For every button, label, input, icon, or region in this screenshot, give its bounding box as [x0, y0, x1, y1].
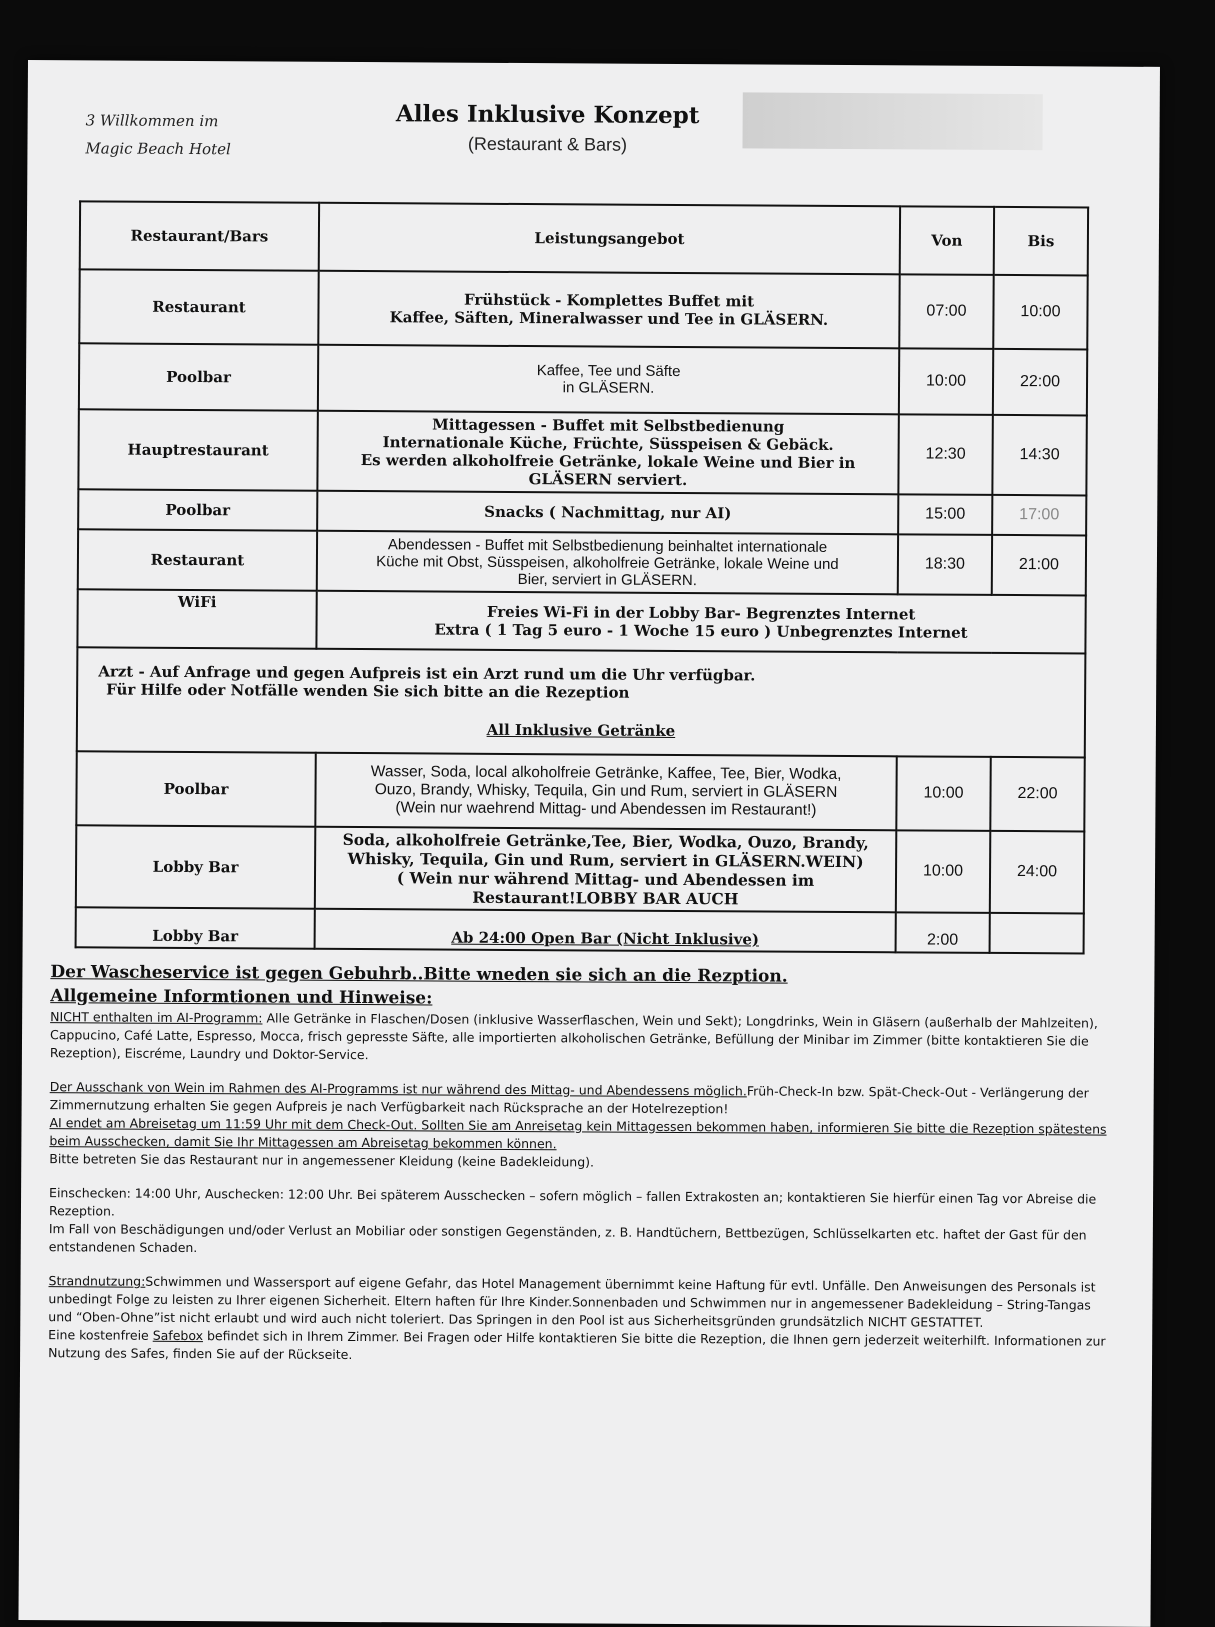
row-von: 12:30 — [898, 414, 992, 495]
offer-line: (Wein nur waehrend Mittag- und Abendessen im Restaurant!) — [395, 799, 817, 819]
arzt-row — [77, 647, 1086, 757]
notes-heading: Allgemeine Informtionen und Hinweise: — [50, 986, 433, 1009]
offer-line: GLÄSERN serviert. — [528, 470, 688, 490]
general-notes — [48, 960, 1110, 1368]
table-row — [76, 751, 1084, 831]
row-offer — [318, 345, 899, 415]
row-bis: 14:30 — [992, 415, 1086, 496]
wifi-label: WiFi — [77, 589, 316, 648]
damage-text: Im Fall von Beschädigungen und/oder Verlust an Mobiliar oder sonstigen Gegenständen, z. B. Handtüchern, Bettbezügen, Schlüsselkarten etc. haftet der Gast für den entstandenen Schaden. — [48, 1221, 1087, 1256]
offer-line: Snacks ( Nachmittag, nur AI) — [484, 502, 732, 523]
offer-line: in GLÄSERN. — [562, 379, 655, 397]
document-title: Alles Inklusive Konzept — [395, 100, 700, 130]
row-von: 2:00 — [896, 912, 990, 953]
header-von: Von — [900, 206, 994, 275]
safe-paragraph — [48, 1326, 1108, 1368]
offer-line: Ab 24:00 Open Bar (Nicht Inklusive) — [451, 928, 760, 949]
offer-line: Whisky, Tequila, Gin und Rum, serviert in GLÄSERN.WEIN) — [347, 848, 864, 872]
offer-line: Wasser, Soda, local alkoholfreie Getränke, Kaffee, Tee, Bier, Wodka, — [370, 763, 842, 783]
row-place: Poolbar — [78, 489, 317, 530]
wifi-offer — [316, 591, 1085, 654]
table-row — [79, 269, 1087, 349]
header-place: Restaurant/Bars — [80, 201, 319, 270]
drinks-heading: All Inklusive Getränke — [486, 720, 676, 740]
wifi-row — [77, 589, 1085, 653]
beach-label: Strandnutzung: — [48, 1273, 146, 1289]
offer-line: Kaffee, Säften, Mineralwasser und Tee in GLÄSERN. — [389, 308, 829, 329]
dress-code-text: Bitte betreten Sie das Restaurant nur in angemessener Kleidung (keine Badekleidung). — [49, 1151, 595, 1170]
row-place: Lobby Bar — [76, 825, 315, 908]
greeting-line-2: Magic Beach Hotel — [85, 139, 231, 159]
not-included-text: Alle Getränke in Flaschen/Dosen (inklusive Wasserflaschen, Wein und Sekt); Longdrinks, Wein in Gläsern (außerhalb der Mahlzeiten), Cappucino, Café Latte, Espresso, Mocca, frisch gepresste Säfte, alle importierten alkoholischen Getränke, Befüllung der Minibar im Zimmer (bitte kontaktieren Sie die Rezeption), Eiscréme, Laundry und Doktor-Service. — [49, 1010, 1098, 1063]
laundry-notice: Der Wascheservice ist gegen Gebuhrb..Bitte wneden sie sich an die Rezption. — [50, 962, 788, 987]
table-row — [76, 907, 1084, 953]
table-row — [79, 343, 1087, 415]
offer-line: Ouzo, Brandy, Whisky, Tequila, Gin und Rum, serviert in GLÄSERN — [374, 781, 838, 801]
row-place: Restaurant — [78, 529, 317, 590]
document-subtitle: (Restaurant & Bars) — [467, 133, 628, 155]
row-von: 10:00 — [896, 756, 990, 831]
table-row — [76, 825, 1084, 913]
row-von: 15:00 — [898, 494, 992, 535]
row-offer — [315, 909, 896, 953]
row-offer — [318, 271, 899, 349]
row-von: 07:00 — [899, 274, 993, 349]
row-bis: 24:00 — [990, 831, 1084, 914]
offer-line: Internationale Küche, Früchte, Süsspeisen & Gebäck. — [382, 433, 834, 454]
arzt-cell — [77, 647, 1086, 757]
offer-line: Bier, serviert in GLÄSERN. — [517, 570, 697, 589]
row-bis — [990, 913, 1084, 954]
row-bis: 22:00 — [993, 349, 1087, 416]
wine-text: Der Ausschank von Wein im Rahmen des AI-Programms ist nur während des Mittag- und Abendessens möglich. — [49, 1079, 747, 1099]
row-bis: 17:00 — [992, 495, 1086, 536]
document-title-block — [367, 100, 727, 156]
not-included-label: NICHT enthalten im AI-Programm: — [50, 1009, 263, 1026]
not-included-paragraph — [50, 1008, 1110, 1068]
document-page — [18, 60, 1160, 1627]
row-offer — [315, 827, 896, 913]
row-von: 10:00 — [899, 348, 993, 415]
offer-line: Mittagessen - Buffet mit Selbstbedienung — [432, 415, 785, 436]
table-row — [78, 409, 1086, 495]
row-von: 18:30 — [898, 534, 992, 595]
table-header-row — [80, 201, 1088, 275]
row-place: Poolbar — [79, 343, 318, 410]
offer-line: Abendessen - Buffet mit Selbstbedienung beinhaltet internationale — [387, 535, 828, 556]
row-place: Lobby Bar — [76, 907, 315, 948]
offer-line: ( Wein nur während Mittag- und Abendessen im — [396, 868, 815, 890]
arzt-line-1: Arzt - Auf Anfrage und gegen Aufpreis ist ein Arzt rund um die Uhr verfügbar. — [98, 662, 756, 685]
greeting-line-1: 3 Willkommen im — [85, 111, 219, 131]
safe-pre: Eine kostenfreie — [48, 1327, 153, 1343]
greeting — [85, 106, 231, 163]
row-bis: 22:00 — [990, 757, 1084, 832]
offer-line: Kaffee, Tee und Säfte — [536, 362, 681, 380]
row-place: Hauptrestaurant — [78, 409, 317, 490]
row-von: 10:00 — [896, 830, 990, 913]
arzt-line-2: Für Hilfe oder Notfälle wenden Sie sich bitte an die Rezeption — [106, 680, 630, 702]
checkin-text: Einschecken: 14:00 Uhr, Auschecken: 12:00 Uhr. Bei späterem Ausschecken – sofern möglich – fallen Extrakosten an; kontaktieren Sie hierfür einen Tag vor Abreise die Rezeption. — [48, 1185, 1097, 1219]
offer-line: Es werden alkoholfreie Getränke, lokale Weine und Bier in — [360, 451, 856, 473]
safe-text: befindet sich in Ihrem Zimmer. Bei Fragen oder Hilfe kontaktieren Sie bitte die Rezeption, die Ihnen gern jederzeit weiterhilft. Informationen zur Nutzung des Safes, finden Sie auf der Rückseite. — [48, 1328, 1106, 1363]
table-row — [78, 529, 1086, 595]
late-checkout-text: Früh-Check-In bzw. Spät-Check-Out - Verlängerung der Zimmernutzung erhalten Sie gegen Aufpreis je nach Verfügbarkeit nach Rücksprache an der Hotelrezeption! — [49, 1083, 1089, 1117]
header-bis: Bis — [994, 207, 1088, 276]
row-offer — [317, 491, 898, 535]
offer-line: Soda, alkoholfreie Getränke,Tee, Bier, Wodka, Ouzo, Brandy, — [342, 829, 869, 853]
table-row — [78, 489, 1086, 535]
row-offer — [317, 531, 898, 595]
wifi-line-2: Extra ( 1 Tag 5 euro - 1 Woche 15 euro ) Unbegrenztes Internet — [434, 620, 968, 642]
row-offer — [315, 753, 896, 831]
header-offer: Leistungsangebot — [319, 203, 900, 275]
row-place: Restaurant — [79, 269, 318, 344]
row-place: Poolbar — [76, 751, 315, 826]
offer-line: Küche mit Obst, Süsspeisen, alkoholfreie Getränke, lokale Weine und — [376, 552, 839, 573]
schedule-table — [75, 200, 1090, 954]
ai-end-text: AI endet am Abreisetag um 11:59 Uhr mit dem Check-Out. Sollten Sie am Anreisetag kein Mittagessen bekommen haben, informieren Sie bitte die Rezeption spätestens beim Ausschecken, damit Sie Ihr Mittagessen am Abreisetag bekommen können. — [49, 1115, 1107, 1152]
beach-paragraph — [48, 1272, 1108, 1332]
row-offer — [317, 411, 898, 495]
row-bis: 21:00 — [992, 535, 1086, 596]
row-bis: 10:00 — [993, 275, 1087, 350]
offer-line: Frühstück - Komplettes Buffet mit — [463, 290, 755, 311]
beach-text: Schwimmen und Wassersport auf eigene Gefahr, das Hotel Management übernimmt keine Haftung für evtl. Unfälle. Den Anweisungen des Personals ist unbedingt Folge zu leisten zu Ihrer eigenen Sicherheit. Eltern haften für Ihre Kinder.Sonnenbaden und Schwimmen nur in angemessener Badekleidung – String-Tangas und “Oben-Ohne”ist nicht erlaubt und wird auch nicht toleriert. Das Springen in den Pool ist aus Sicherheitsgründen grundsätzlich NICHT GESTATTET. — [48, 1273, 1096, 1330]
offer-line: Restaurant!LOBBY BAR AUCH — [472, 887, 739, 909]
wifi-line-1: Freies Wi-Fi in der Lobby Bar- Begrenztes Internet — [486, 602, 916, 624]
safe-label: Safebox — [152, 1327, 204, 1344]
hotel-logo — [742, 92, 1042, 150]
